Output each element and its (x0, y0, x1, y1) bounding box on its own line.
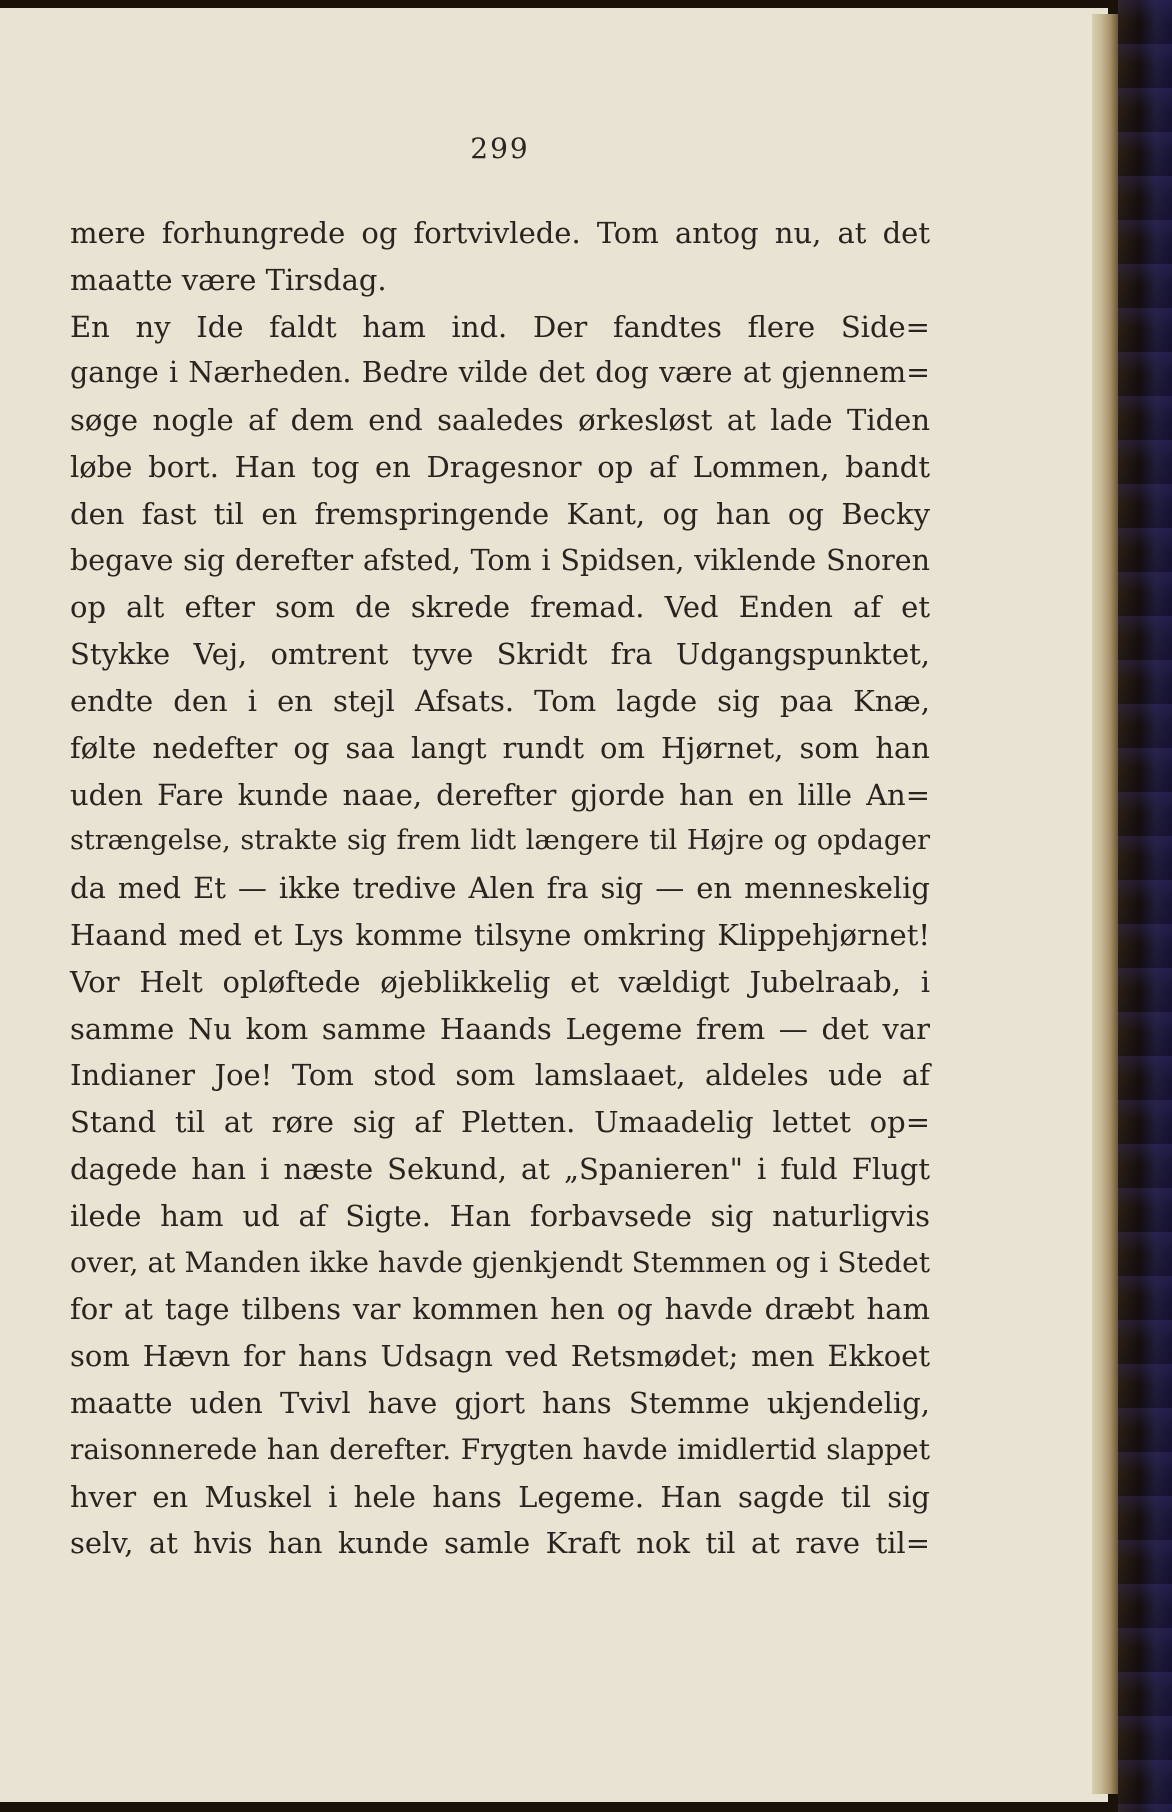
text-line: maatte være Tirsdag. (70, 262, 387, 297)
text-line: følte nedefter og saa langt rundt om Hjørnet, som han (70, 730, 930, 765)
text-line: Haand med et Lys komme tilsyne omkring Klippehjørnet! (70, 917, 930, 952)
page-edge (1092, 14, 1118, 1794)
text-line: Indianer Joe! Tom stod som lamslaaet, aldeles ude af (70, 1058, 930, 1093)
text-line: endte den i en stejl Afsats. Tom lagde sig paa Knæ, (70, 683, 930, 718)
text-line: En ny Ide faldt ham ind. Der fandtes flere Side= (70, 309, 930, 344)
body-text (70, 210, 930, 1567)
text-line: søge nogle af dem end saaledes ørkesløst at lade Tiden (70, 403, 930, 438)
text-line: da med Et — ikke tredive Alen fra sig — en menneskelig (70, 871, 930, 906)
text-line: op alt efter som de skrede fremad. Ved Enden af et (70, 590, 930, 625)
text-line: gange i Nærheden. Bedre vilde det dog være at gjennem= (70, 356, 930, 390)
text-line: Stand til at røre sig af Pletten. Umaadelig lettet op= (70, 1105, 930, 1140)
text-line: begave sig derefter afsted, Tom i Spidsen, viklende Snoren (70, 543, 930, 577)
text-line: maatte uden Tvivl have gjort hans Stemme ukjendelig, (70, 1385, 930, 1420)
text-line: dagede han i næste Sekund, at „Spanieren" i fuld Flugt (70, 1151, 930, 1186)
text-line: Vor Helt opløftede øjeblikkelig et vældigt Jubelraab, i (70, 964, 930, 999)
text-line: for at tage tilbens var kommen hen og havde dræbt ham (70, 1292, 930, 1327)
text-line: den fast til en fremspringende Kant, og han og Becky (70, 496, 930, 531)
text-line: uden Fare kunde naae, derefter gjorde han en lille An= (70, 777, 930, 812)
text-line: som Hævn for hans Udsagn ved Retsmødet; men Ekkoet (70, 1339, 930, 1374)
text-line: mere forhungrede og fortvivlede. Tom antog nu, at det (70, 216, 930, 250)
text-line: Stykke Vej, omtrent tyve Skridt fra Udgangspunktet, (70, 637, 930, 672)
text-line: ilede ham ud af Sigte. Han forbavsede sig naturligvis (70, 1198, 930, 1233)
text-line: strængelse, strakte sig frem lidt længere til Højre og opdager (70, 825, 930, 857)
page-number: 299 (470, 132, 530, 165)
text-line: samme Nu kom samme Haands Legeme frem — det var (70, 1011, 930, 1046)
text-line: hver en Muskel i hele hans Legeme. Han sagde til sig (70, 1479, 930, 1514)
text-line: løbe bort. Han tog en Dragesnor op af Lommen, bandt (70, 449, 930, 484)
text-line: raisonnerede han derefter. Frygten havde imidlertid slappet (70, 1432, 930, 1466)
text-line: over, at Manden ikke havde gjenkjendt Stemmen og i Stedet (70, 1245, 930, 1279)
book-page (0, 8, 1108, 1802)
binding-texture (1118, 0, 1172, 1812)
text-line: selv, at hvis han kunde samle Kraft nok til at rave til= (70, 1526, 930, 1561)
